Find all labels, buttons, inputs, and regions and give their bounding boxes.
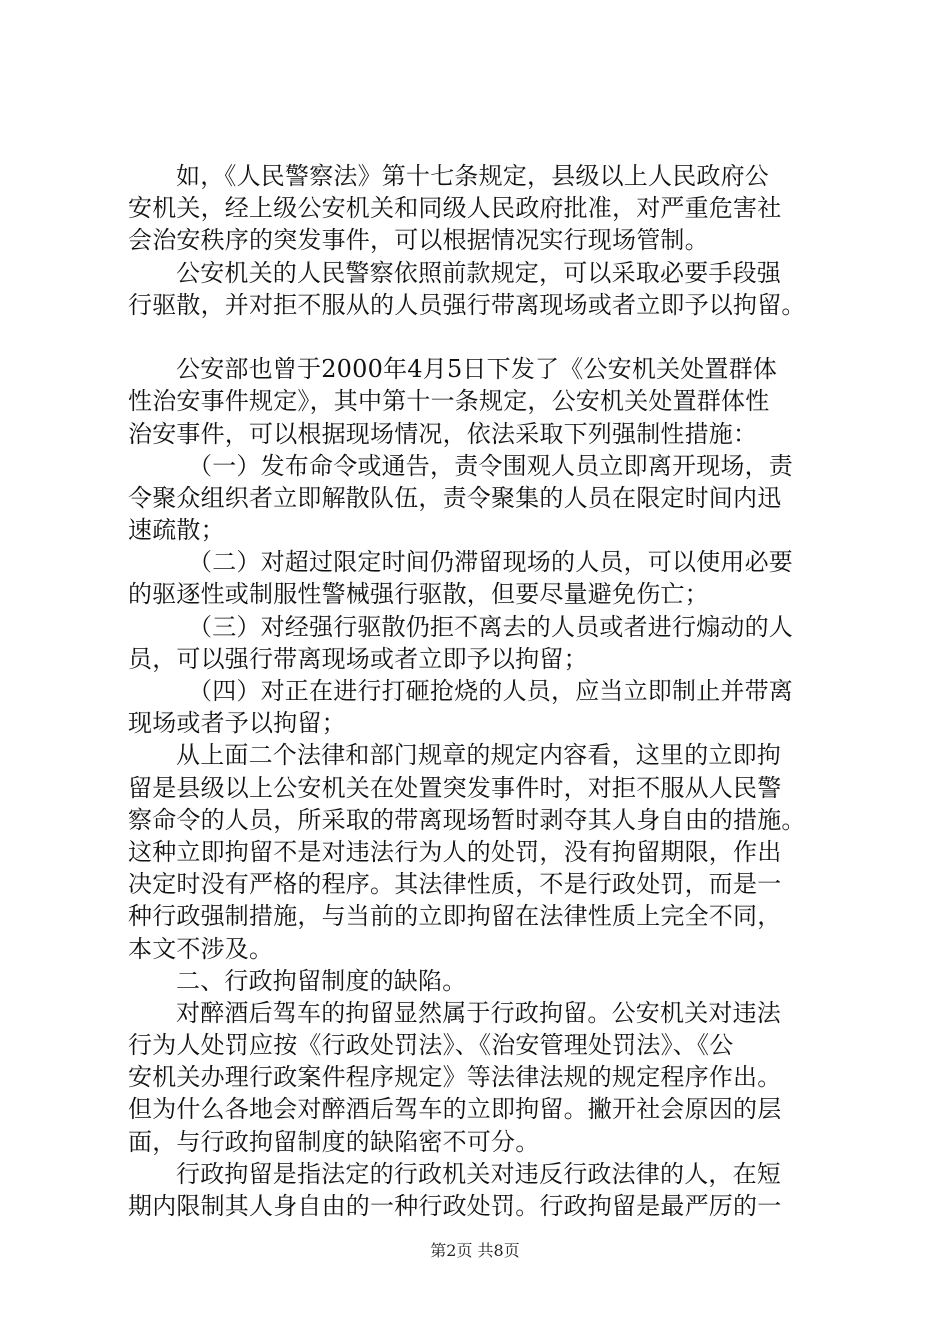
text-line: 决定时没有严格的程序。其法律性质，不是行政处罚，而是一 bbox=[128, 870, 782, 899]
text-line: （三）对经强行驱散仍拒不离去的人员或者进行煽动的人 bbox=[188, 612, 793, 641]
text-line: 性治安事件规定》，其中第十一条规定，公安机关处置群体性 bbox=[128, 387, 770, 416]
text-line: 令聚众组织者立即解散队伍，责令聚集的人员在限定时间内迅 bbox=[128, 483, 782, 512]
text-line: （二）对超过限定时间仍滞留现场的人员，可以使用必要 bbox=[188, 548, 793, 577]
text-line: 留是县级以上公安机关在处置突发事件时，对拒不服从人民警 bbox=[128, 773, 782, 802]
text-line: 的驱逐性或制服性警械强行驱散，但要尽量避免伤亡； bbox=[128, 580, 709, 609]
text-line: 如，《人民警察法》第十七条规定，县级以上人民政府公 bbox=[176, 162, 769, 190]
text-line: 从上面二个法律和部门规章的规定内容看，这里的立即拘 bbox=[176, 741, 781, 770]
text-line: 行政拘留是指法定的行政机关对违反行政法律的人，在短 bbox=[176, 1159, 781, 1188]
text-line: 安机关，经上级公安机关和同级人民政府批准，对严重危害社 bbox=[128, 194, 782, 223]
text-line: 员，可以强行带离现场或者立即予以拘留； bbox=[128, 644, 588, 673]
text-line: 本文不涉及。 bbox=[128, 934, 274, 963]
text-line: 但为什么各地会对醉酒后驾车的立即拘留。撇开社会原因的层 bbox=[128, 1095, 782, 1124]
text-line: 行驱散，并对拒不服从的人员强行带离现场或者立即予以拘留。 bbox=[128, 290, 806, 319]
page-footer bbox=[0, 1240, 950, 1262]
text-line: 会治安秩序的突发事件，可以根据情况实行现场管制。 bbox=[128, 226, 709, 255]
text-line: 速疏散； bbox=[128, 516, 225, 545]
paragraph-gap bbox=[128, 321, 840, 353]
text-line: 这种立即拘留不是对违法行为人的处罚，没有拘留期限，作出 bbox=[128, 837, 782, 866]
text-line: 对醉酒后驾车的拘留显然属于行政拘留。公安机关对违法 bbox=[176, 998, 781, 1027]
text-line: 面，与行政拘留制度的缺陷密不可分。 bbox=[128, 1127, 540, 1156]
text-line: 治安事件，可以根据现场情况，依法采取下列强制性措施： bbox=[128, 419, 758, 448]
text-line: （一）发布命令或通告，责令围观人员立即离开现场，责 bbox=[188, 451, 793, 480]
text-line: 公安部也曾于2000年4月5日下发了《公安机关处置群体 bbox=[176, 355, 778, 384]
text-line: 安机关办理行政案件程序规定》等法律法规的规定程序作出。 bbox=[128, 1063, 782, 1092]
text-line: 行为人处罚应按《行政处罚法》、《治安管理处罚法》、《公 bbox=[128, 1031, 734, 1060]
text-line: 察命令的人员，所采取的带离现场暂时剥夺其人身自由的措施。 bbox=[128, 805, 806, 834]
text-line: 种行政强制措施，与当前的立即拘留在法律性质上完全不同， bbox=[128, 902, 782, 931]
text-line: （四）对正在进行打砸抢烧的人员，应当立即制止并带离 bbox=[188, 677, 793, 705]
text-line: 期内限制其人身自由的一种行政处罚。行政拘留是最严厉的一 bbox=[128, 1192, 782, 1220]
section-heading: 二、行政拘留制度的缺陷。 bbox=[176, 966, 467, 995]
text-line: 公安机关的人民警察依照前款规定，可以采取必要手段强 bbox=[176, 258, 781, 287]
page-number-label: 第2页 共8页 bbox=[430, 1241, 520, 1260]
document-body bbox=[128, 160, 840, 1222]
text-line: 现场或者予以拘留； bbox=[128, 709, 346, 738]
